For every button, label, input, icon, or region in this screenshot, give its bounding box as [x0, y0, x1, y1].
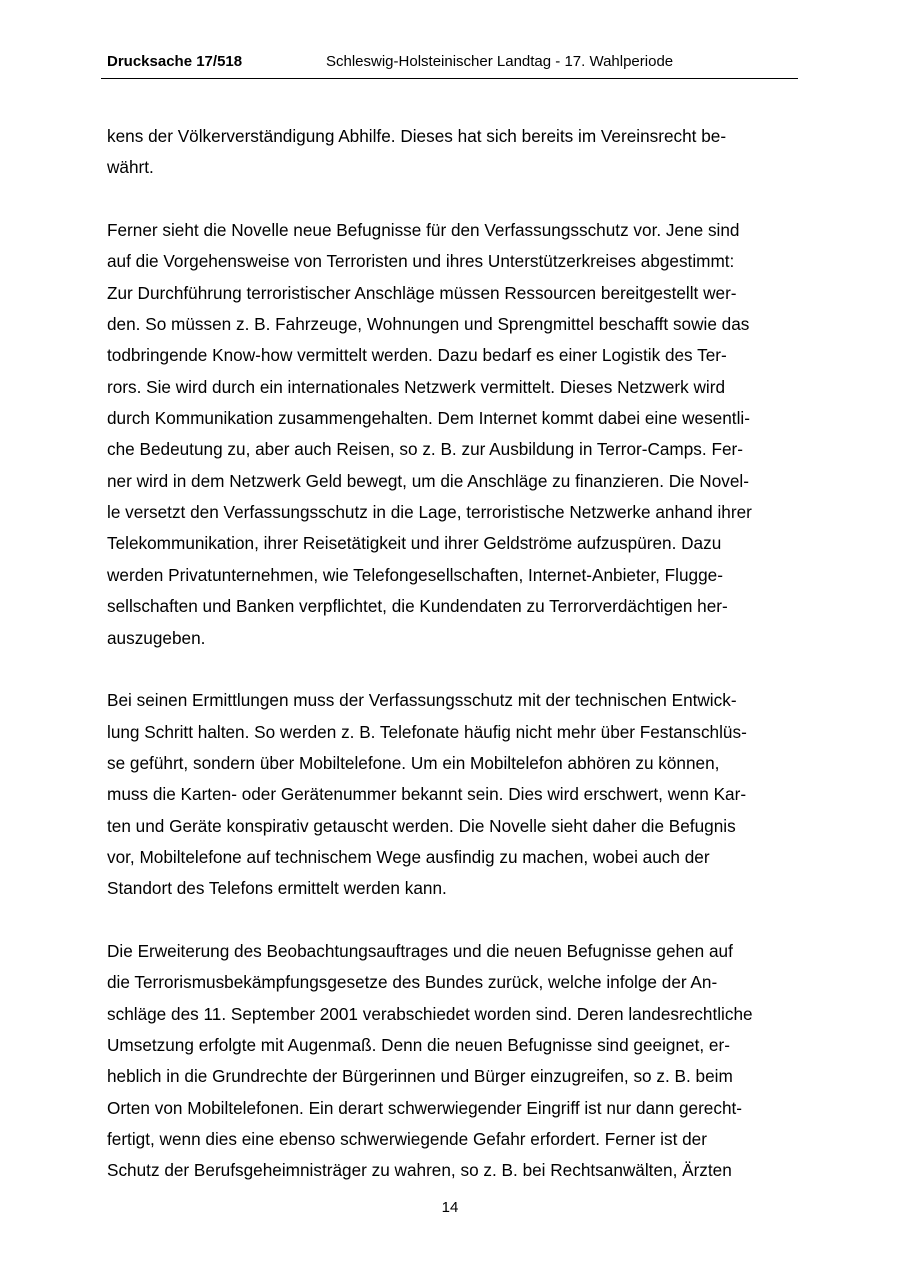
- page-number: 14: [441, 1199, 459, 1216]
- text-line: muss die Karten- oder Gerätenummer bekannt sein. Dies wird erschwert, wenn Kar-: [107, 784, 747, 805]
- text-line: heblich in die Grundrechte der Bürgerinnen und Bürger einzugreifen, so z. B. beim: [107, 1066, 733, 1087]
- text-line: Ferner sieht die Novelle neue Befugnisse für den Verfassungsschutz vor. Jene sind: [107, 220, 740, 241]
- text-line: ner wird in dem Netzwerk Geld bewegt, um die Anschläge zu finanzieren. Die Novel-: [107, 470, 749, 491]
- text-line: vor, Mobiltelefone auf technischem Wege ausfindig zu machen, wobei auch der: [107, 846, 710, 867]
- text-line: ten und Geräte konspirativ getauscht werden. Die Novelle sieht daher die Befugnis: [107, 815, 736, 836]
- text-line: sellschaften und Banken verpflichtet, die Kundendaten zu Terrorverdächtigen her-: [107, 596, 728, 617]
- page-header: [101, 50, 798, 79]
- text-line: Standort des Telefons ermittelt werden kann.: [107, 878, 447, 899]
- text-line: se geführt, sondern über Mobiltelefone. Um ein Mobiltelefon abhören zu können,: [107, 752, 720, 773]
- text-line: Bei seinen Ermittlungen muss der Verfassungsschutz mit der technischen Entwick-: [107, 690, 737, 711]
- text-line: che Bedeutung zu, aber auch Reisen, so z. B. zur Ausbildung in Terror-Camps. Fer-: [107, 439, 743, 460]
- document-body: [107, 121, 797, 1187]
- text-line: Zur Durchführung terroristischer Anschläge müssen Ressourcen bereitgestellt wer-: [107, 282, 737, 303]
- text-line: rors. Sie wird durch ein internationales Netzwerk vermittelt. Dieses Netzwerk wird: [107, 376, 726, 397]
- text-line: Orten von Mobiltelefonen. Ein derart schwerwiegender Eingriff ist nur dann gerecht-: [107, 1097, 743, 1118]
- text-line: lung Schritt halten. So werden z. B. Telefonate häufig nicht mehr über Festanschlüs-: [107, 721, 747, 742]
- text-line: den. So müssen z. B. Fahrzeuge, Wohnungen und Sprengmittel beschafft sowie das: [107, 314, 750, 335]
- text-line: fertigt, wenn dies eine ebenso schwerwiegende Gefahr erfordert. Ferner ist der: [107, 1129, 707, 1149]
- text-line: währt.: [107, 157, 154, 178]
- document-number: Drucksache 17/518: [107, 53, 243, 70]
- text-line: le versetzt den Verfassungsschutz in die Lage, terroristische Netzwerke anhand ihrer: [107, 502, 752, 523]
- text-line: auszugeben.: [107, 627, 206, 648]
- text-line: auf die Vorgehensweise von Terroristen und ihres Unterstützerkreises abgestimmt:: [107, 251, 735, 272]
- text-line: todbringende Know-how vermittelt werden. Dazu bedarf es einer Logistik des Ter-: [107, 345, 727, 366]
- text-line: Umsetzung erfolgte mit Augenmaß. Denn die neuen Befugnisse sind geeignet, er-: [107, 1034, 730, 1055]
- text-line: werden Privatunternehmen, wie Telefongesellschaften, Internet-Anbieter, Flugge-: [107, 564, 723, 585]
- header-title: Schleswig-Holsteinischer Landtag - 17. Wahlperiode: [326, 53, 674, 70]
- text-line: die Terrorismusbekämpfungsgesetze des Bundes zurück, welche infolge der An-: [107, 972, 718, 993]
- text-line: durch Kommunikation zusammengehalten. Dem Internet kommt dabei eine wesentli-: [107, 408, 750, 429]
- text-line: kens der Völkerverständigung Abhilfe. Dieses hat sich bereits im Vereinsrecht be-: [107, 126, 727, 146]
- text-line: Schutz der Berufsgeheimnisträger zu wahren, so z. B. bei Rechtsanwälten, Ärzten: [107, 1160, 732, 1181]
- text-line: Die Erweiterung des Beobachtungsauftrages und die neuen Befugnisse gehen auf: [107, 940, 733, 961]
- text-line: schläge des 11. September 2001 verabschiedet worden sind. Deren landesrechtliche: [107, 1003, 753, 1024]
- text-line: Telekommunikation, ihrer Reisetätigkeit und ihrer Geldströme aufzuspüren. Dazu: [107, 533, 722, 554]
